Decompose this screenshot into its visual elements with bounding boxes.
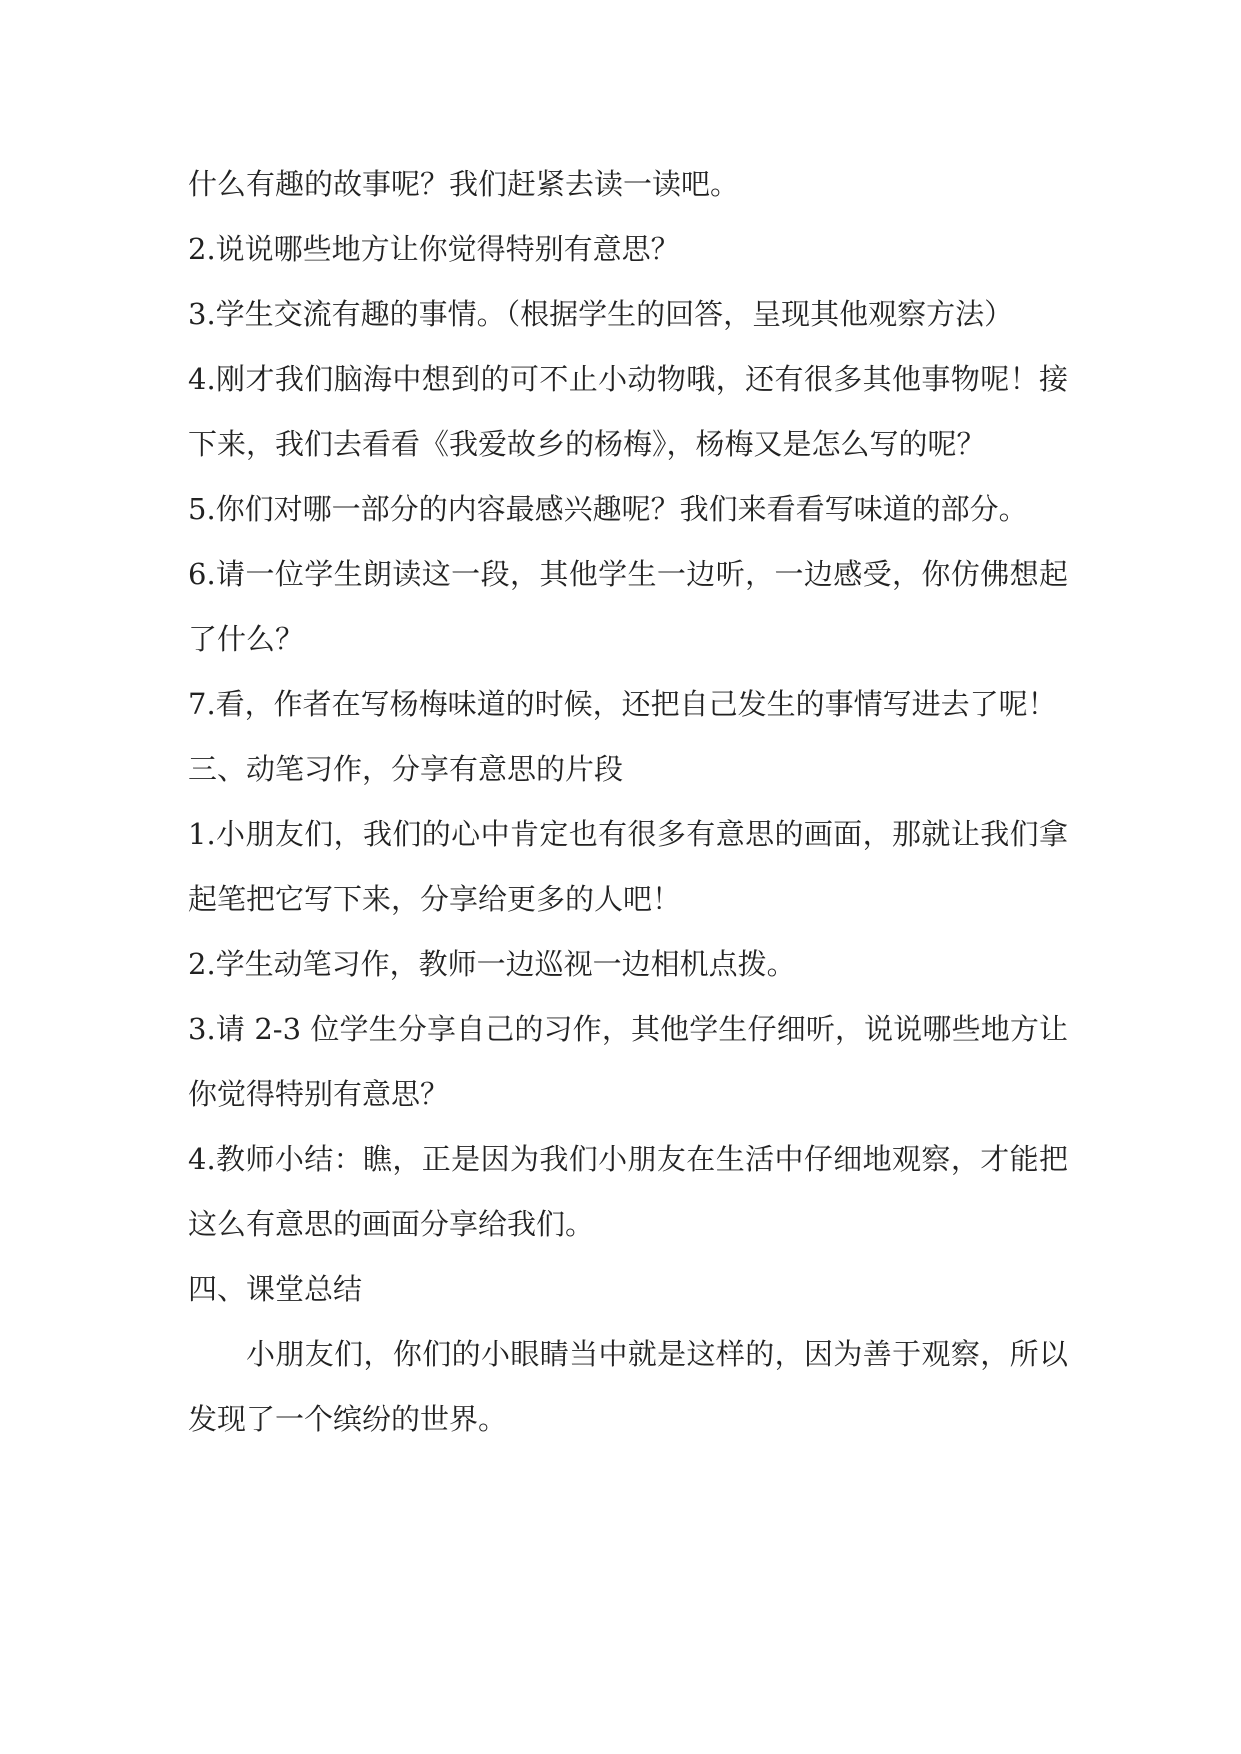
list-item-1-continued: 起笔把它写下来，分享给更多的人吧！ (188, 882, 682, 916)
summary-paragraph: 小朋友们，你们的小眼睛当中就是这样的，因为善于观察，所以 (246, 1337, 1068, 1371)
summary-paragraph-continued: 发现了一个缤纷的世界。 (188, 1402, 508, 1436)
list-item-7: 7.看，作者在写杨梅味道的时候，还把自己发生的事情写进去了呢！ (188, 687, 1057, 721)
list-item-4: 4.刚才我们脑海中想到的可不止小动物哦，还有很多其他事物呢！接 (188, 362, 1068, 396)
list-item-6: 6.请一位学生朗读这一段，其他学生一边听，一边感受，你仿佛想起 (188, 557, 1068, 591)
list-item-4-continued: 下来，我们去看看《我爱故乡的杨梅》，杨梅又是怎么写的呢？ (188, 427, 986, 461)
list-item-1: 1.小朋友们，我们的心中肯定也有很多有意思的画面，那就让我们拿 (188, 817, 1068, 851)
list-item-3b: 3.请 2-3 位学生分享自己的习作，其他学生仔细听，说说哪些地方让 (188, 1012, 1068, 1046)
list-item-3b-continued: 你觉得特别有意思？ (188, 1077, 450, 1111)
section-heading-4: 四、课堂总结 (188, 1272, 363, 1306)
list-item-4b: 4.教师小结：瞧，正是因为我们小朋友在生活中仔细地观察，才能把 (188, 1142, 1068, 1176)
list-item-3: 3.学生交流有趣的事情。（根据学生的回答，呈现其他观察方法） (188, 297, 1014, 331)
section-heading-3: 三、动笔习作，分享有意思的片段 (188, 752, 624, 786)
document-body (188, 152, 1068, 1452)
list-item-2: 2.说说哪些地方让你觉得特别有意思？ (188, 232, 680, 266)
list-item-2b: 2.学生动笔习作，教师一边巡视一边相机点拨。 (188, 947, 796, 981)
list-item-6-continued: 了什么？ (188, 622, 305, 656)
paragraph-line: 什么有趣的故事呢？我们赶紧去读一读吧。 (188, 167, 740, 201)
list-item-5: 5.你们对哪一部分的内容最感兴趣呢？我们来看看写味道的部分。 (188, 492, 1028, 526)
list-item-4b-continued: 这么有意思的画面分享给我们。 (188, 1207, 595, 1241)
